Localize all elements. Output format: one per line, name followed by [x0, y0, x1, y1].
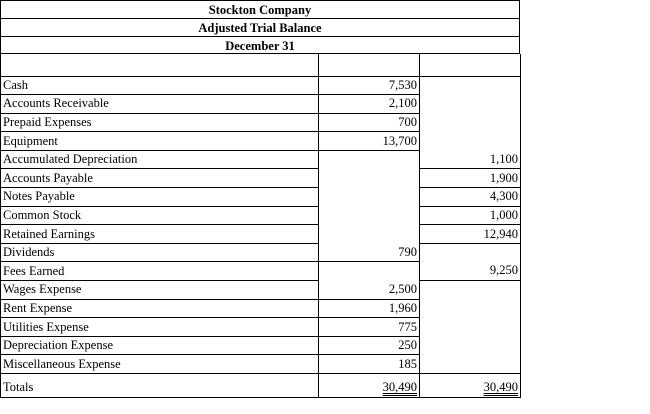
credit-amount: [420, 318, 521, 337]
company-name: Stockton Company: [0, 0, 520, 18]
debit-amount: [319, 169, 420, 188]
debit-amount: [319, 206, 420, 225]
table-row: [1, 299, 521, 318]
debit-amount: 2,500: [319, 281, 420, 300]
table-row: [1, 95, 521, 114]
credit-amount: [420, 336, 521, 355]
debit-amount: 2,100: [319, 95, 420, 114]
totals-row: [1, 374, 521, 398]
account-name: Retained Earnings: [1, 225, 319, 244]
table-row: [1, 318, 521, 337]
credit-amount: 4,300: [420, 188, 521, 207]
table-row: [1, 113, 521, 132]
account-name: Miscellaneous Expense: [1, 355, 319, 374]
account-name: Rent Expense: [1, 299, 319, 318]
account-name: Utilities Expense: [1, 318, 319, 337]
table-row: [1, 132, 521, 151]
debit-amount: 13,700: [319, 132, 420, 151]
table-row: [1, 262, 521, 281]
statement-date: December 31: [0, 36, 520, 54]
debit-amount: 790: [319, 243, 420, 262]
table-row: [1, 336, 521, 355]
account-name: Accounts Payable: [1, 169, 319, 188]
credit-amount: 9,250: [420, 262, 521, 281]
totals-label: Totals: [1, 374, 319, 398]
credit-amount: [420, 76, 521, 95]
credit-amount: 1,000: [420, 206, 521, 225]
credit-amount: [420, 355, 521, 374]
totals-credit: 30,490: [420, 374, 521, 398]
account-name: Cash: [1, 76, 319, 95]
account-name: Equipment: [1, 132, 319, 151]
table-row: [1, 225, 521, 244]
debit-amount: 775: [319, 318, 420, 337]
account-name: Prepaid Expenses: [1, 113, 319, 132]
account-name: Accounts Receivable: [1, 95, 319, 114]
debit-amount: 700: [319, 113, 420, 132]
account-name: Depreciation Expense: [1, 336, 319, 355]
account-name: Notes Payable: [1, 188, 319, 207]
account-name: Dividends: [1, 243, 319, 262]
debit-amount: 1,960: [319, 299, 420, 318]
table-row: [1, 150, 521, 169]
credit-amount: 1,100: [420, 150, 521, 169]
table-row: [1, 243, 521, 262]
table-row: [1, 355, 521, 374]
account-name: Accumulated Depreciation: [1, 150, 319, 169]
table-row: [1, 206, 521, 225]
header-spacer-row: [1, 54, 521, 76]
account-name: Common Stock: [1, 206, 319, 225]
trial-balance-table: [0, 54, 521, 398]
debit-amount: 185: [319, 355, 420, 374]
credit-amount: 12,940: [420, 225, 521, 244]
debit-amount: [319, 225, 420, 244]
table-row: [1, 76, 521, 95]
account-name: Wages Expense: [1, 281, 319, 300]
credit-amount: [420, 243, 521, 262]
credit-amount: [420, 113, 521, 132]
credit-amount: [420, 95, 521, 114]
credit-amount: [420, 281, 521, 300]
table-row: [1, 281, 521, 300]
table-row: [1, 188, 521, 207]
account-name: Fees Earned: [1, 262, 319, 281]
debit-amount: [319, 262, 420, 281]
totals-debit: 30,490: [319, 374, 420, 398]
debit-amount: 250: [319, 336, 420, 355]
debit-amount: [319, 150, 420, 169]
debit-amount: 7,530: [319, 76, 420, 95]
credit-amount: [420, 132, 521, 151]
debit-amount: [319, 188, 420, 207]
statement-title: Adjusted Trial Balance: [0, 18, 520, 36]
credit-amount: [420, 299, 521, 318]
table-row: [1, 169, 521, 188]
credit-amount: 1,900: [420, 169, 521, 188]
